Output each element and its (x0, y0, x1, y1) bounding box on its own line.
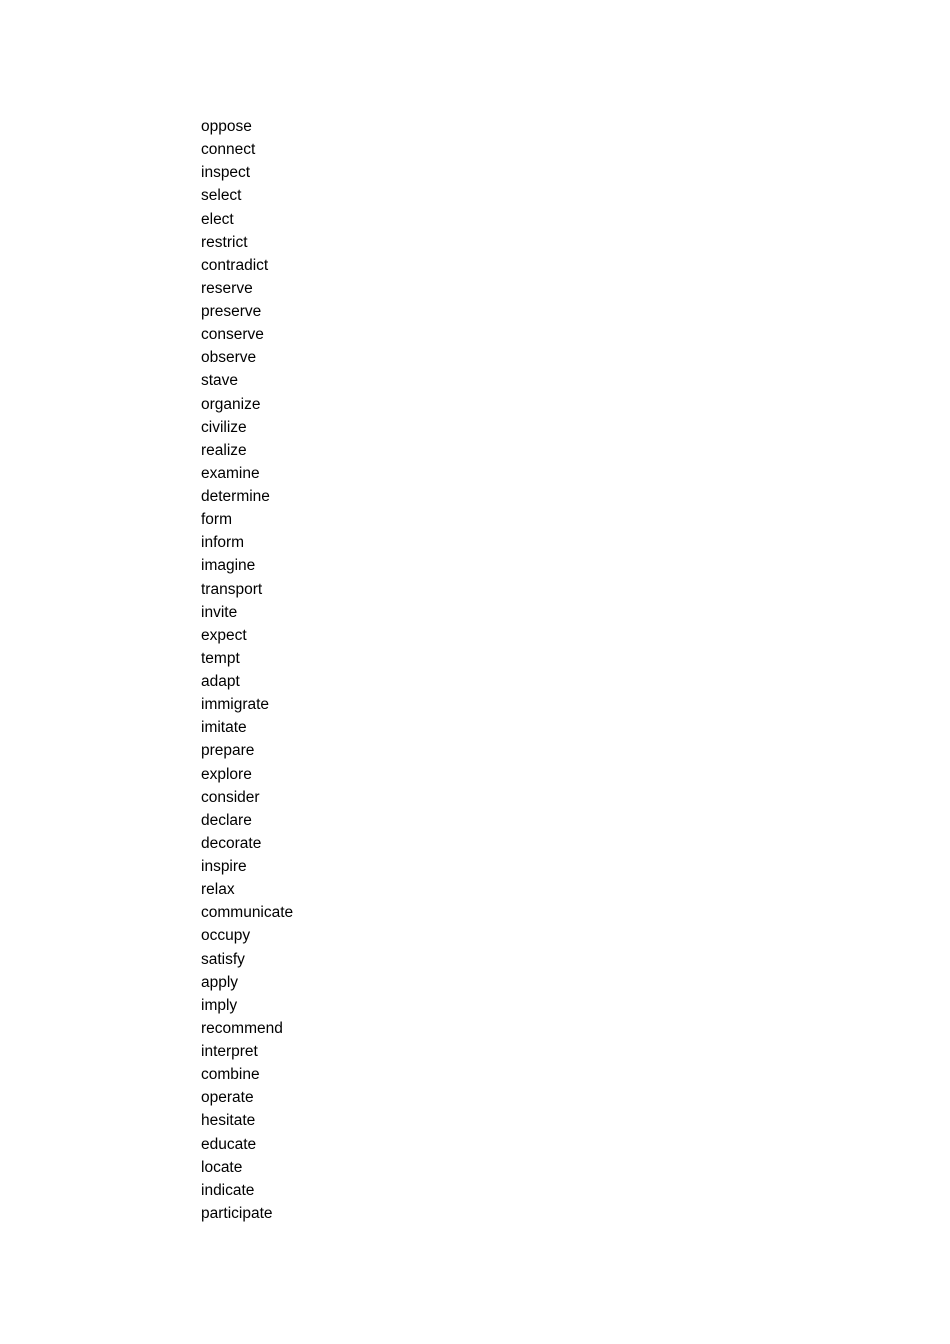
list-item: locate (201, 1158, 243, 1176)
list-item: relax (201, 881, 235, 899)
list-item: combine (201, 1066, 260, 1084)
list-item: oppose (201, 118, 252, 135)
list-item: inspect (201, 164, 251, 182)
list-item: indicate (201, 1181, 255, 1199)
list-item: stave (201, 372, 239, 390)
list-item: organize (201, 395, 261, 413)
list-item: imitate (201, 719, 247, 737)
list-item: reserve (201, 279, 253, 297)
list-item: prepare (201, 742, 255, 760)
list-item: determine (201, 488, 270, 505)
list-item: interpret (201, 1043, 258, 1060)
list-item: inform (201, 534, 245, 552)
list-item: educate (201, 1135, 257, 1153)
list-item: occupy (201, 927, 251, 945)
list-item: adapt (201, 673, 240, 690)
list-item: invite (201, 603, 238, 621)
list-item: examine (201, 464, 260, 482)
list-item: contradict (201, 256, 269, 274)
list-item: conserve (201, 326, 264, 344)
list-item: hesitate (201, 1112, 256, 1130)
list-item: civilize (201, 418, 247, 436)
list-item: imagine (201, 557, 256, 575)
list-item: select (201, 187, 242, 205)
list-item: declare (201, 811, 252, 829)
list-item: expect (201, 626, 247, 644)
list-item: realize (201, 441, 247, 459)
list-item: operate (201, 1089, 254, 1107)
list-item: preserve (201, 303, 262, 320)
word-list (201, 115, 293, 1225)
list-item: participate (201, 1204, 273, 1222)
list-item: immigrate (201, 696, 270, 714)
list-item: recommend (201, 1019, 283, 1037)
list-item: explore (201, 765, 252, 783)
list-item: consider (201, 788, 260, 806)
list-item: form (201, 511, 232, 529)
list-item: satisfy (201, 950, 245, 968)
list-item: elect (201, 210, 234, 228)
list-item: communicate (201, 904, 294, 922)
list-item: imply (201, 996, 238, 1014)
list-item: tempt (201, 649, 240, 667)
list-item: transport (201, 580, 263, 598)
list-item: restrict (201, 233, 248, 251)
list-item: apply (201, 973, 239, 991)
list-item: connect (201, 141, 256, 159)
list-item: decorate (201, 834, 262, 852)
list-item: inspire (201, 858, 247, 875)
list-item: observe (201, 349, 257, 367)
